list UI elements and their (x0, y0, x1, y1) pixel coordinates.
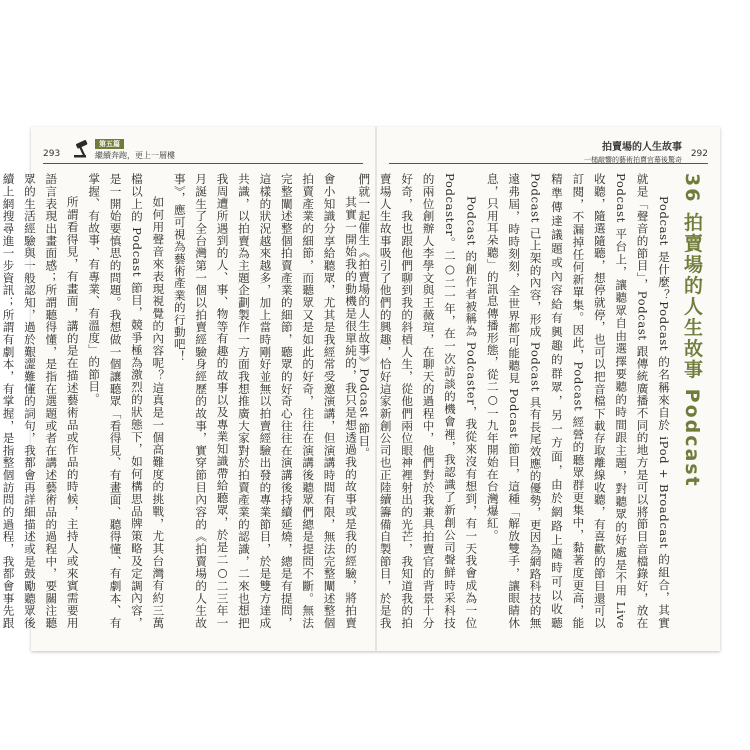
left-page (1, 127, 375, 651)
right-page (357, 127, 720, 651)
left-page-number: 293 (43, 149, 61, 159)
paragraph: 所謂看得見，有畫面，講的是在描述藝術品或作品的時候，主持人或來賓需要用語言表現出畫面感；所謂聽得懂，是指在選題或者在講述藝術品的過程中，要關注聽眾的生活經驗與一般認知，過於艱澀難懂的詞句，我都會再詳細描述或是鼓勵聽眾後續上網搜尋進一步資訊；所謂有劇本，有掌握，是指整個訪問的過程，我都會事先跟 (1, 173, 80, 629)
chapter-marker (73, 137, 233, 161)
chapter-title: 36 拍賣場的人生故事 Podcast (681, 173, 703, 488)
paragraph: Podcast 是什麼？Podcast 的名稱來自於 iPod + Broadcast 的組合，其實就是「聲音的節目」，Podcast 跟傳統廣播不同的地方是可以將節目音檔錄好，放在 Podcast 平台上，讓聽眾自由選擇要聽的時間跟主題，對聽眾的好處是不用 Live 收聽，隨選隨聽，想停就停，也可以把音檔下載存取離線收聽，有喜歡的節目還可以訂閱，不漏掉任何新單集。因此，Podcast 經營的聽眾群更集中，黏著度更高，能精準傳達議題或內容給有興趣的群眾，另一方面，由於網路上隨時可以收聽 Podcast 已上架的內容，形成 Podcast 具有長尾效應的優勢，更因為網路科技的無遠弗屆，時時刻刻，全世界都可能聽見 Podcast 節目，這種「解放雙手，讓眼睛休息，只用耳朵聽」的訊息傳播形態，從二○一九年開始在台灣爆紅。 (485, 173, 671, 629)
gavel-icon (73, 139, 95, 159)
book-spread (1, 127, 720, 651)
left-page-body (1, 173, 361, 629)
right-page-number: 292 (690, 149, 708, 159)
chapter-badge: 第五篇 (95, 139, 124, 149)
paragraph: Podcast 的創作者被稱為 Podcaster，我從來沒有想到，有一天我會成為一位 Podcaster。二○二一年，在一次訪談的機會裡，我認識了新創公司聲鮮時采科技的兩位創辦人李學文與王薇瑄，在聊天的過程中，他們對於我兼具拍賣官的背景十分好奇，我也跟他們聊到我的斜槓人生，從他們兩位眼神裡射出的光芒，我知道我的拍賣場人生故事吸引了他們的興趣，恰好這家新創公司也正陸續籌備自製節目，於是我們就一起催生《拍賣場的人生故事》Podcast 節目。 (357, 173, 479, 629)
right-page-header (389, 137, 708, 164)
paragraph: 其實一開始我的動機是很單純的，我只是想透過我的故事或是我的經驗，將拍賣會小知識分享給聽眾，尤其是我經常受邀演講，但演講時間有限，無法完整闡述整個拍賣產業的細節，而聽眾又是如此的好奇，往往在演講後聽眾們總是提問不斷。無法完整闡述整個拍賣產業的細節，聽眾的好奇心往往在演講後持續延燒，總是有提問，這樣的狀況越來越多，加上當時剛好並無以拍賣經驗出發的專業節目，於是雙方達成共識，以拍賣為主題企劃製作一方面我想推廣大家對於拍賣產業的認識，二來也想把我周遭所遇到的人、事、物等有趣的故事以及專業知識帶給聽眾，於是二○二三年一月誕生了全台灣第一個以拍賣經驗身經歷的故事，實穿節目內容的《拍賣場的人生故事》，應可視為藝術產業的行動吧！ (172, 173, 358, 629)
book-title: 拍賣場的人生故事 (602, 142, 682, 153)
book-subtitle: 一槌敲響的藝術拍賣官幕後驚奇 (584, 156, 682, 164)
right-page-body (357, 173, 674, 629)
left-page-header (43, 137, 363, 164)
paragraph: 如何用聲音來表現視覺的內容呢？這真是一個高難度的挑戰，尤其台灣有約三萬檔以上的 Podcast 節目，競爭極為激烈的狀態下，如何構思品牌策略及定調內容，是一開始要慎思的問題。我想做一個讓聽眾「看得見、有畫面、聽得懂、有劇本、有掌握、有故事、有專業、有溫度」的節目。 (87, 173, 166, 629)
running-title (584, 138, 682, 165)
chapter-subtitle: 繼續奔跑，更上一層樓 (95, 151, 175, 160)
